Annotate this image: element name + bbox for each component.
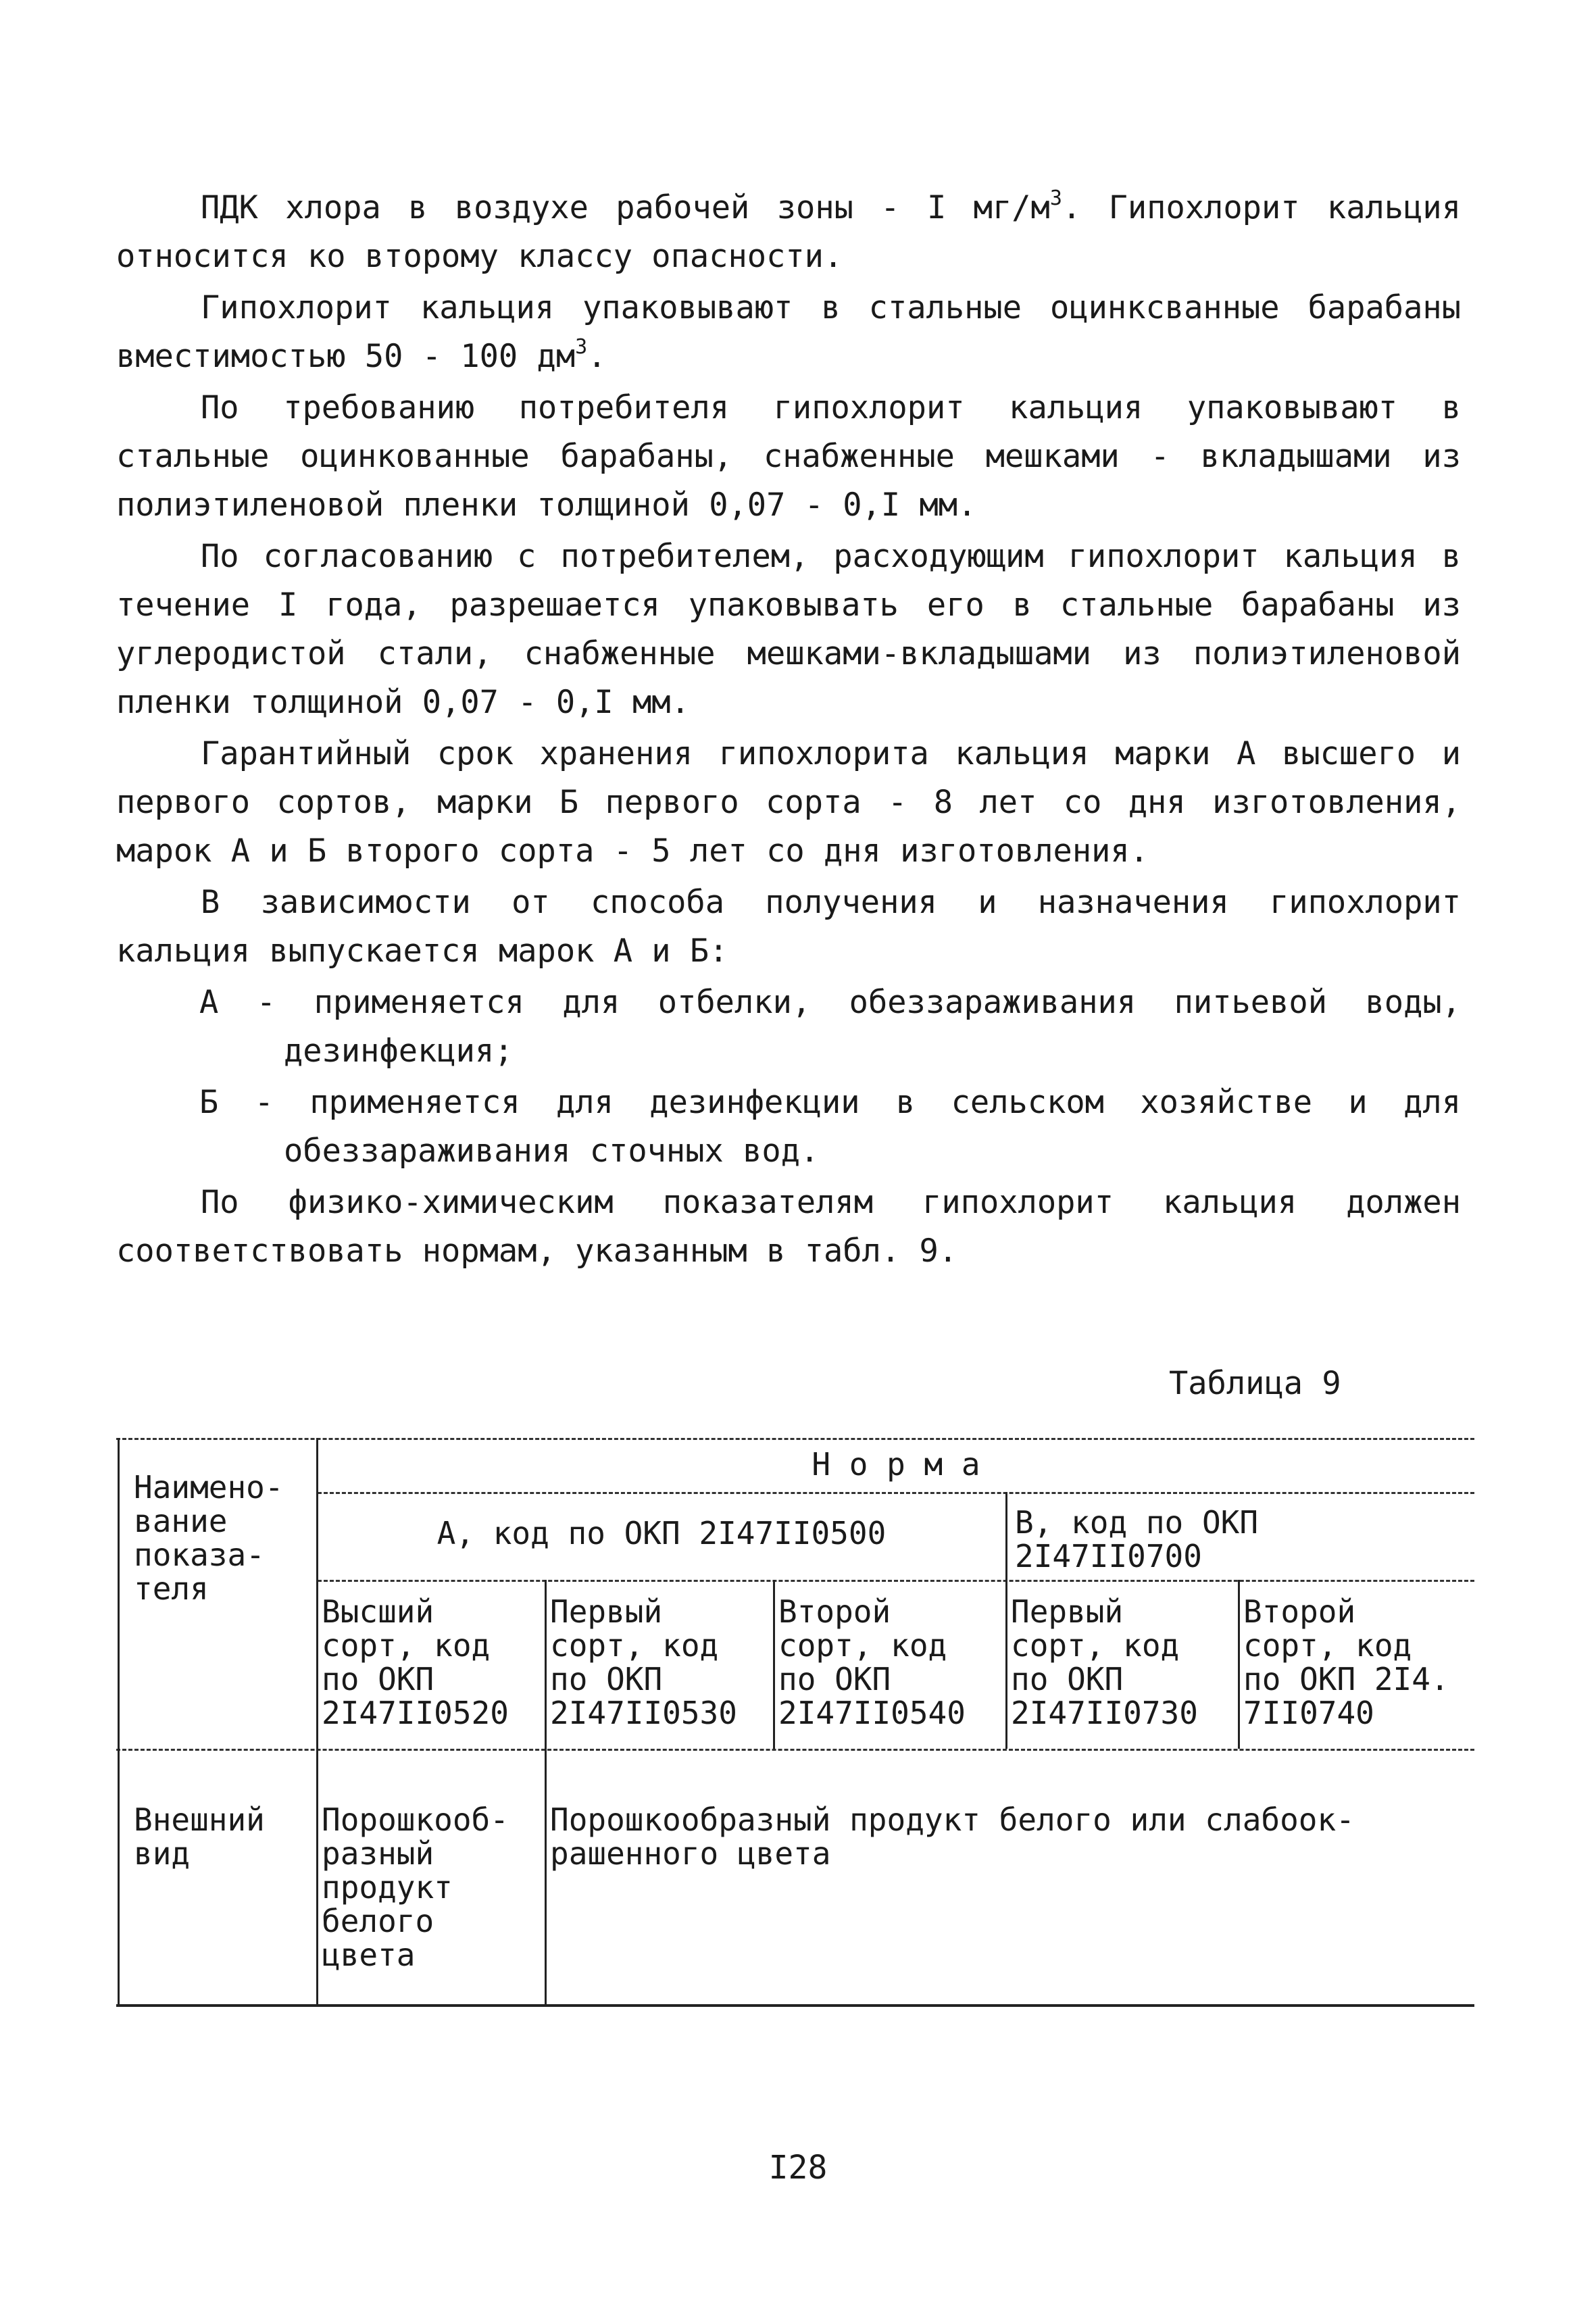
grade1-border (545, 1580, 547, 2007)
row-rest: Порошкообразный продукт белого или слабоок- рашенного цвета (550, 1801, 1355, 1872)
row-name: Внешний вид (134, 1801, 265, 1872)
header-norm: Н о р м а (812, 1446, 980, 1483)
paragraph-text: По согласованию с потребителем, расходующим гипохлорит кальция в течение I года, разрешается упаковывать его в стальные барабаны из углеродистой стали, снабженные мешками-вкладышами из полиэтиленовой пленки толщиной 0,07 - 0,I мм. (116, 538, 1461, 721)
table-top-rule (116, 1438, 1474, 1440)
paragraph (116, 730, 1461, 876)
header-grade-1: Высший сорт, код по ОКП 2I47II0520 (322, 1593, 509, 1731)
paragraph (116, 284, 1461, 381)
table-caption: Таблица 9 (1169, 1365, 1341, 1402)
header-grade-5: Второй сорт, код по ОКП 2I4. 7II0740 (1243, 1593, 1449, 1731)
paragraph-text: В зависимости от способа получения и назначения гипохлорит кальция выпускается марок А и Б: (116, 884, 1461, 970)
paragraph-text: ПДК хлора в воздухе рабочей зоны - I мг/м (201, 189, 1050, 226)
mark-rule (318, 1580, 1474, 1582)
paragraph-text: Б - применяется для дезинфекции в сельском хозяйстве и для обеззараживания сточных вод. (199, 1084, 1461, 1170)
paragraph-text: Гипохлорит кальция упаковывают в стальные оцинксванные барабаны вместимостью 50 - 100 дм (116, 289, 1461, 375)
paragraph (116, 184, 1461, 281)
paragraph-text: . Гипохлорит кальция относится ко второму классу опасности. (116, 189, 1461, 275)
superscript: 3 (575, 335, 588, 359)
table-bottom-rule (116, 2004, 1474, 2007)
paragraph (116, 878, 1461, 976)
paragraph (116, 384, 1461, 530)
header-grade-2: Первый сорт, код по ОКП 2I47II0530 (550, 1593, 737, 1731)
header-mark-b: В, код по ОКП 2I47II0700 (1015, 1504, 1259, 1574)
paragraph-text: Гарантийный срок хранения гипохлорита кальция марки А высшего и первого сортов, марки Б первого сорта - 8 лет со дня изготовления, марок А и Б второго сорта - 5 лет со дня изготовления. (116, 735, 1461, 870)
header-grade-4: Первый сорт, код по ОКП 2I47II0730 (1011, 1593, 1198, 1731)
header-name-col: Наимено- вание показа- теля (134, 1469, 284, 1607)
superscript: 3 (1049, 186, 1062, 210)
paragraph-text: А - применяется для отбелки, обеззараживания питьевой воды, дезинфекция; (199, 984, 1461, 1070)
paragraph (116, 1178, 1461, 1276)
paragraph-text: По требованию потребителя гипохлорит кальция упаковывают в стальные оцинкованные барабаны, снабженные мешками - вкладышами из полиэтиленовой пленки толщиной 0,07 - 0,I мм. (116, 389, 1461, 524)
grade2-border (773, 1580, 775, 1749)
body-text (116, 184, 1461, 1278)
paragraph-text: . (587, 338, 607, 375)
page-number: I28 (768, 2149, 828, 2187)
header-grade-3: Второй сорт, код по ОКП 2I47II0540 (778, 1593, 966, 1731)
table (116, 1438, 1474, 2007)
row-col1: Порошкооб- разный продукт белого цвета (322, 1801, 509, 1973)
header-mark-a: А, код по ОКП 2I47II0500 (437, 1515, 887, 1551)
paragraph (116, 532, 1461, 727)
mark-border (1005, 1492, 1007, 1749)
paragraph (116, 978, 1461, 1076)
left-border (118, 1438, 120, 2007)
paragraph (116, 1078, 1461, 1176)
norm-rule (318, 1492, 1474, 1494)
grade4-border (1238, 1580, 1240, 1749)
paragraph-text: По физико-химическим показателям гипохлорит кальция должен соответствовать нормам, указанным в табл. 9. (116, 1184, 1461, 1270)
header-bottom-rule (116, 1749, 1474, 1751)
